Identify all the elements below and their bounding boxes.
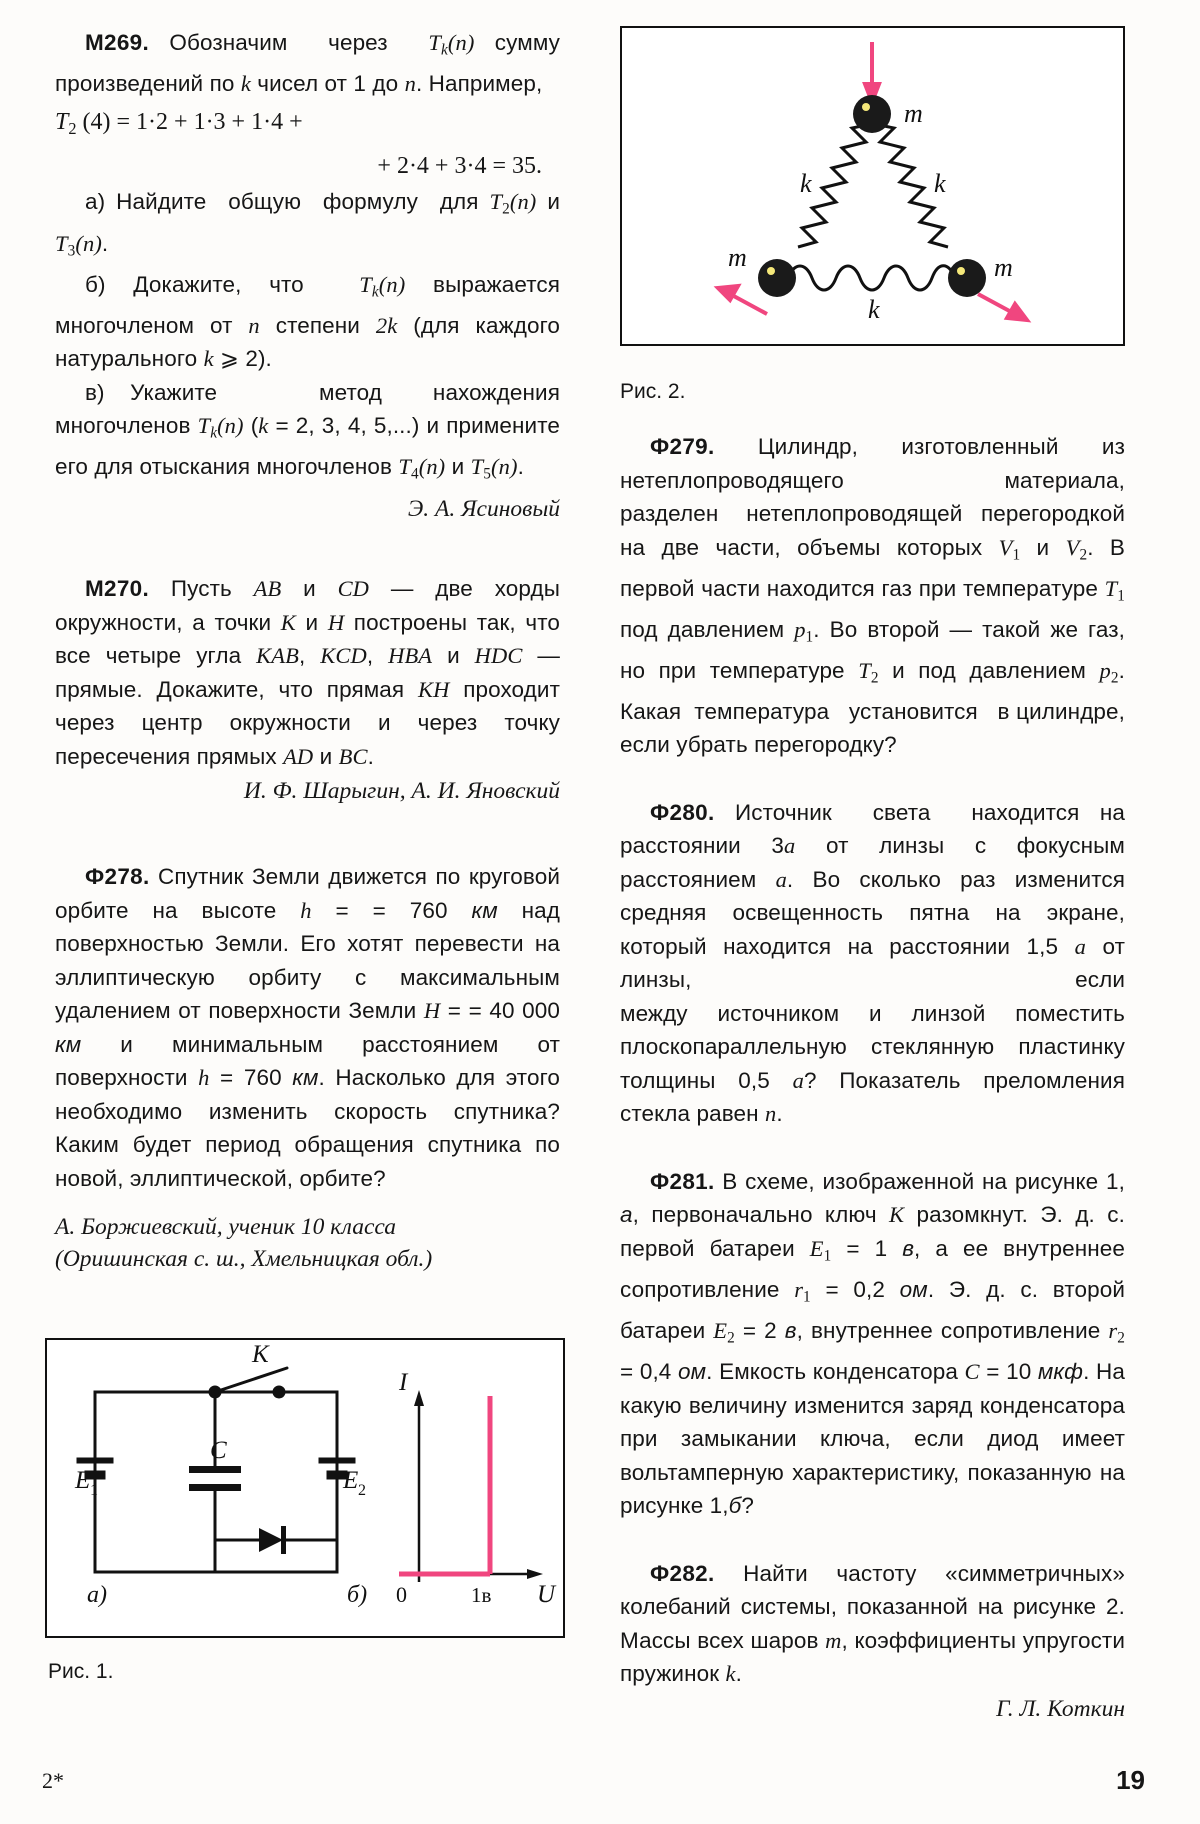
figure-2 [620,26,1125,346]
svg-text:U: U [537,1581,556,1608]
figure-1-caption: Рис. 1. [48,1660,114,1683]
m270-label: M270. [85,576,150,602]
f282-body: Ф282. Найти частоту «симметричных» колебаний системы, показанной на рисунке 2. Массы всех шаров m, коэффициенты упругости пружинок k. [620,1560,1125,1687]
svg-text:m: m [904,99,923,128]
signature-mark: 2* [42,1768,64,1793]
f279-label: Ф279. [650,434,715,459]
m270-author: И. Ф. Шарыгин, А. И. Яновский [243,778,560,805]
m270-body: M270. Пусть AB и CD — две хорды окружности, а точки K и H построены так, что все четыре угла KAB, KCD, HBA и HDC — прямые. Докажите, что прямая KH проходит через центр окружности и через точку пересечения прямых AD и BC. [55,576,561,769]
problem-m270 [55,572,560,808]
f279-body: Ф279. Цилиндр, изготовленный из нетеплопроводящего материала, разделен нетеплопроводящей перегородкой на две части, объемы которых $V_1$ и $V_2$. В первой части находится газ при температуре $T_1$ под давлением $p_1$. Во второй — такой же газ, но при температуре $T_2$ и под давлением $p_2$. Какая температура установится в цилиндре, если убрать перегородку? [620,434,1126,758]
problem-f282 [620,1557,1125,1726]
m269-body: M269. Обозначим через $T_k(n)$ сумму произведений по k чисел от 1 до n. Например, [55,30,560,97]
f281-body: Ф281. В схеме, изображенной на рисунке 1, а, первоначально ключ K разомкнут. Э. д. с. первой батареи $E_1 = 1$ в, а ее внутреннее сопротивление $r_1 = 0,2$ ом. Э. д. с. второй батареи $E_2 = 2$ в, внутреннее сопротивление $r_2 = 0,4$ ом. Емкость конденсатора C = 10 мкф. На какую величину изменится заряд конденсатора при замыкании ключа, если диод имеет вольтамперную характеристику, показанную на рисунке 1,б? [620,1168,1126,1519]
m269-item-a: а) Найдите общую формулу для $T_2(n)$ и $T_3(n)$. [55,189,560,260]
figure-1-svg [47,1340,563,1636]
f278-label: Ф278. [85,864,150,890]
svg-text:б): б) [347,1582,368,1608]
page-number: 19 [1116,1765,1145,1795]
m269-formula-1: $T_2$ (4) = 1·2 + 1·3 + 1·4 + [55,108,303,138]
svg-text:k: k [934,169,946,198]
svg-text:k: k [800,169,812,198]
f282-label: Ф282. [650,1560,715,1586]
left-column [55,26,560,1293]
svg-text:E: E [75,1467,91,1494]
svg-text:2: 2 [358,1482,366,1499]
svg-text:k: k [868,295,880,324]
figure-1 [45,1338,565,1638]
f282-author: Г. Л. Коткин [996,1695,1125,1722]
f278-author-line-1: А. Боржиевский, ученик 10 класса [55,1214,396,1241]
m269-item-v: в) Укажите метод нахождения многочленов $T_k(n) (k = 2$, 3, 4, 5,...) и примените его для отыскания многочленов $T_4(n)$ и $T_5(n)$. [55,379,560,483]
m269-item-b: б) Докажите, что $T_k(n)$ выражается многочленом от n степени 2k (для каждого натурального k ⩾ 2). [55,271,561,372]
svg-text:0: 0 [396,1582,407,1607]
f281-label: Ф281. [650,1168,715,1194]
f280-body: Ф280. Источник света находится на расстоянии 3a от линзы с фокусным расстоянием a. Во сколько раз изменится средняя освещенность пятна на экране, который находится на расстоянии 1,5 a от линзы, если между источником и линзой поместить плоскопараллельную стеклянную пластинку толщины 0,5 a? Показатель преломления стекла равен n. [620,799,1126,1127]
svg-text:C: C [210,1437,227,1464]
right-column [620,430,1125,1744]
problem-f279 [620,430,1125,762]
svg-text:m: m [994,253,1013,282]
f278-body: Ф278. Спутник Земли движется по круговой орбите на высоте h = = 760 км над поверхностью Земли. Его хотят перевести на эллиптическую орбиту с максимальным удалением от поверхности Земли H = = 40 000 км и минимальным расстоянием от поверхности h = 760 км. Насколько для этого необходимо изменить скорость спутника? Каким будет период обращения спутника по новой, эллиптической, орбите? [55,864,561,1191]
m269-formula-2: + 2·4 + 3·4 = 35. [377,153,542,180]
figure-2-caption: Рис. 2. [620,380,686,403]
m269-author: Э. А. Ясиновый [407,496,560,523]
m269-label: M269. [85,30,150,55]
f280-label: Ф280. [650,799,715,825]
svg-text:а): а) [87,1582,107,1608]
problem-f281 [620,1165,1125,1523]
problem-f278 [55,860,560,1275]
f278-author-line-2: (Оришинская с. ш., Хмельницкая обл.) [55,1246,433,1273]
problem-f280 [620,796,1125,1131]
svg-text:1в: 1в [471,1583,492,1607]
svg-text:K: K [252,1341,269,1368]
svg-text:E: E [343,1467,359,1494]
figure-2-svg [622,28,1123,344]
svg-text:m: m [728,243,747,272]
svg-text:I: I [399,1369,408,1396]
svg-text:1: 1 [90,1482,98,1499]
problem-m269 [55,26,560,526]
